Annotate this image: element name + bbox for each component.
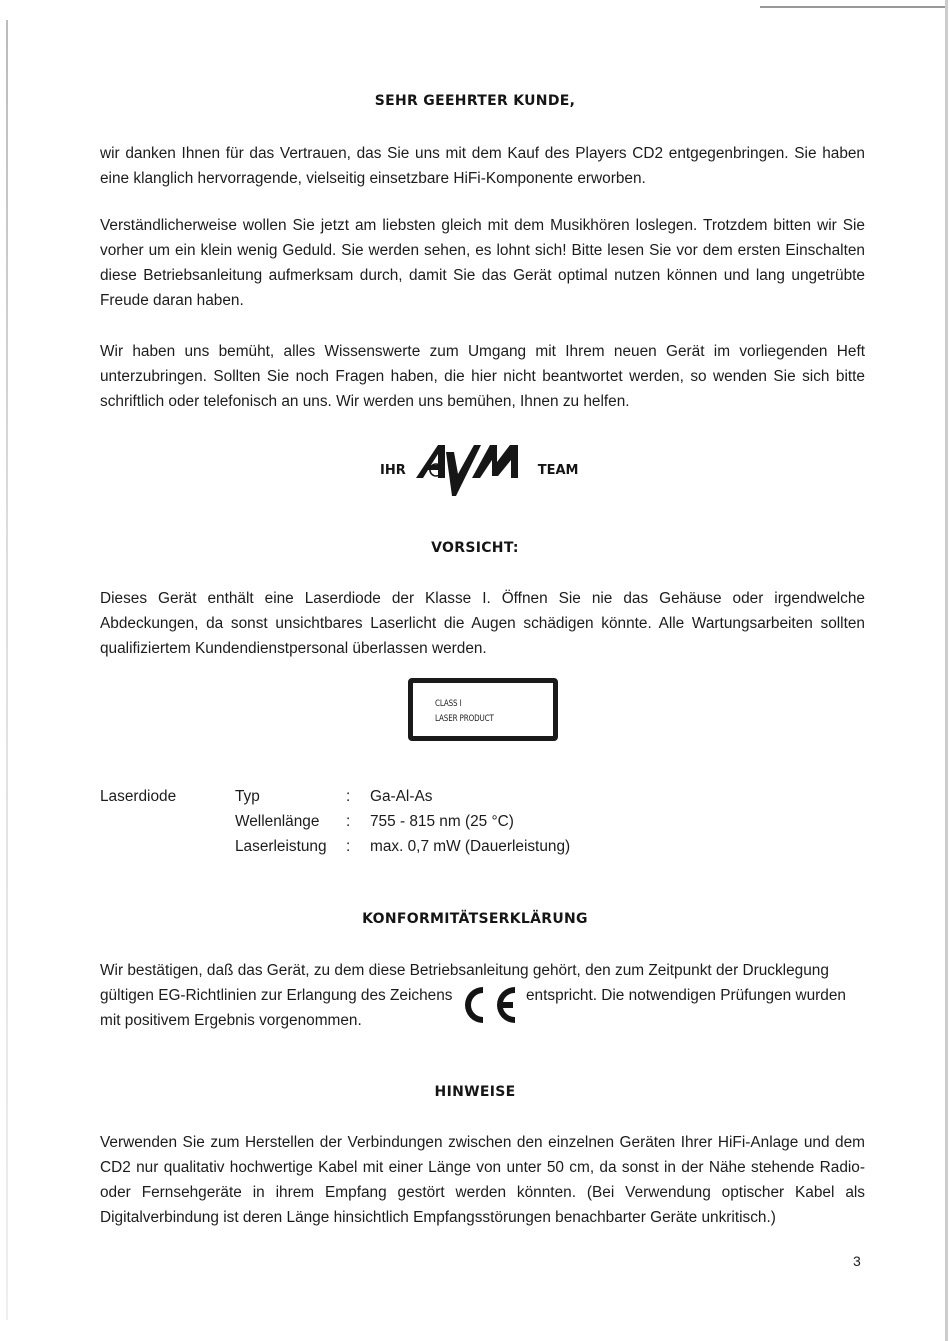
- spec-key-wavelength: Wellenlänge: [235, 813, 320, 830]
- spec-sep-wavelength: :: [346, 813, 351, 830]
- conformity-line-2-start: gültigen EG-Richtlinien zur Erlangung des Zeichens: [100, 987, 453, 1004]
- scan-edge-top: [760, 6, 945, 8]
- signature-suffix: TEAM: [537, 463, 579, 478]
- help-paragraph: Wir haben uns bemüht, alles Wissenswerte zum Umgang mit Ihrem neuen Gerät im vorliegenden Heft unterzubringen. Sollten Sie noch Fragen haben, die hier nicht beantwortet werden, so wenden Sie sich bitte schriftlich oder telefonisch an uns. Wir werden uns bemühen, Ihnen zu helfen.: [100, 343, 865, 410]
- intro-paragraph: wir danken Ihnen für das Vertrauen, das Sie uns mit dem Kauf des Players CD2 entgegenbringen. Sie haben eine klanglich hervorragende, vielseitig einsetzbare HiFi-Komponente erworben.: [100, 145, 865, 187]
- signature-prefix: IHR: [380, 463, 406, 478]
- spec-sep-power: :: [346, 838, 351, 855]
- team-signature: [380, 438, 578, 498]
- caution-paragraph: Dieses Gerät enthält eine Laserdiode der Klasse I. Öffnen Sie nie das Gehäuse oder irgendwelche Abdeckungen, da sonst unsichtbares Laserlicht die Augen schädigen könnte. Alle Wartungsarbeiten sollten qualifiziertem Kundendienstpersonal überlassen werden.: [100, 590, 865, 657]
- greeting-heading: SEHR GEEHRTER KUNDE,: [374, 93, 576, 109]
- spec-sep-type: :: [346, 788, 351, 805]
- caution-heading: VORSICHT:: [431, 540, 519, 556]
- scan-edge-left: [6, 20, 8, 1320]
- scan-edge-right: [945, 0, 948, 1341]
- page-number: 3: [853, 1253, 861, 1269]
- patience-paragraph: Verständlicherweise wollen Sie jetzt am liebsten gleich mit dem Musikhören loslegen. Trotzdem bitten wir Sie vorher um ein klein wenig Geduld. Sie werden sehen, es lohnt sich! Bitte lesen Sie vor dem ersten Einschalten diese Betriebsanleitung aufmerksam durch, damit Sie das Gerät optimal nutzen können und lang ungetrübte Freude daran haben.: [100, 217, 865, 309]
- spec-key-type: Typ: [235, 788, 260, 805]
- conformity-line-1: Wir bestätigen, daß das Gerät, zu dem diese Betriebsanleitung gehört, den zum Zeitpunkt der Drucklegung: [100, 962, 829, 979]
- conformity-line-3: mit positivem Ergebnis vorgenommen.: [100, 1012, 362, 1029]
- spec-key-power: Laserleistung: [235, 838, 327, 855]
- avm-logo: [412, 440, 532, 498]
- notes-paragraph: Verwenden Sie zum Herstellen der Verbindungen zwischen den einzelnen Geräten Ihrer HiFi-Anlage und dem CD2 nur qualitativ hochwertige Kabel mit einer Länge von unter 50 cm, da sonst in der Nähe stehende Radio- oder Fernsehgeräte in ihrem Empfang gestört werden könnten. (Bei Verwendung optischer Kabel als Digitalverbindung ist deren Länge hinsichtlich Empfangsstörungen benachbarter Geräte unkritisch.): [100, 1134, 865, 1226]
- laser-product-line: LASER PRODUCT: [435, 714, 494, 724]
- conformity-line-2-end: entspricht. Die notwendigen Prüfungen wurden: [526, 987, 846, 1004]
- laser-spec-title: Laserdiode: [100, 788, 177, 805]
- notes-heading: HINWEISE: [434, 1084, 516, 1100]
- ce-mark-icon: [463, 984, 523, 1026]
- spec-value-wavelength: 755 - 815 nm (25 °C): [370, 813, 514, 830]
- spec-value-type: Ga-Al-As: [370, 788, 433, 805]
- conformity-heading: KONFORMITÄTSERKLÄRUNG: [362, 911, 588, 927]
- laser-class-label: [408, 678, 558, 741]
- laser-class-line: CLASS I: [435, 699, 462, 709]
- spec-value-power: max. 0,7 mW (Dauerleistung): [370, 838, 571, 855]
